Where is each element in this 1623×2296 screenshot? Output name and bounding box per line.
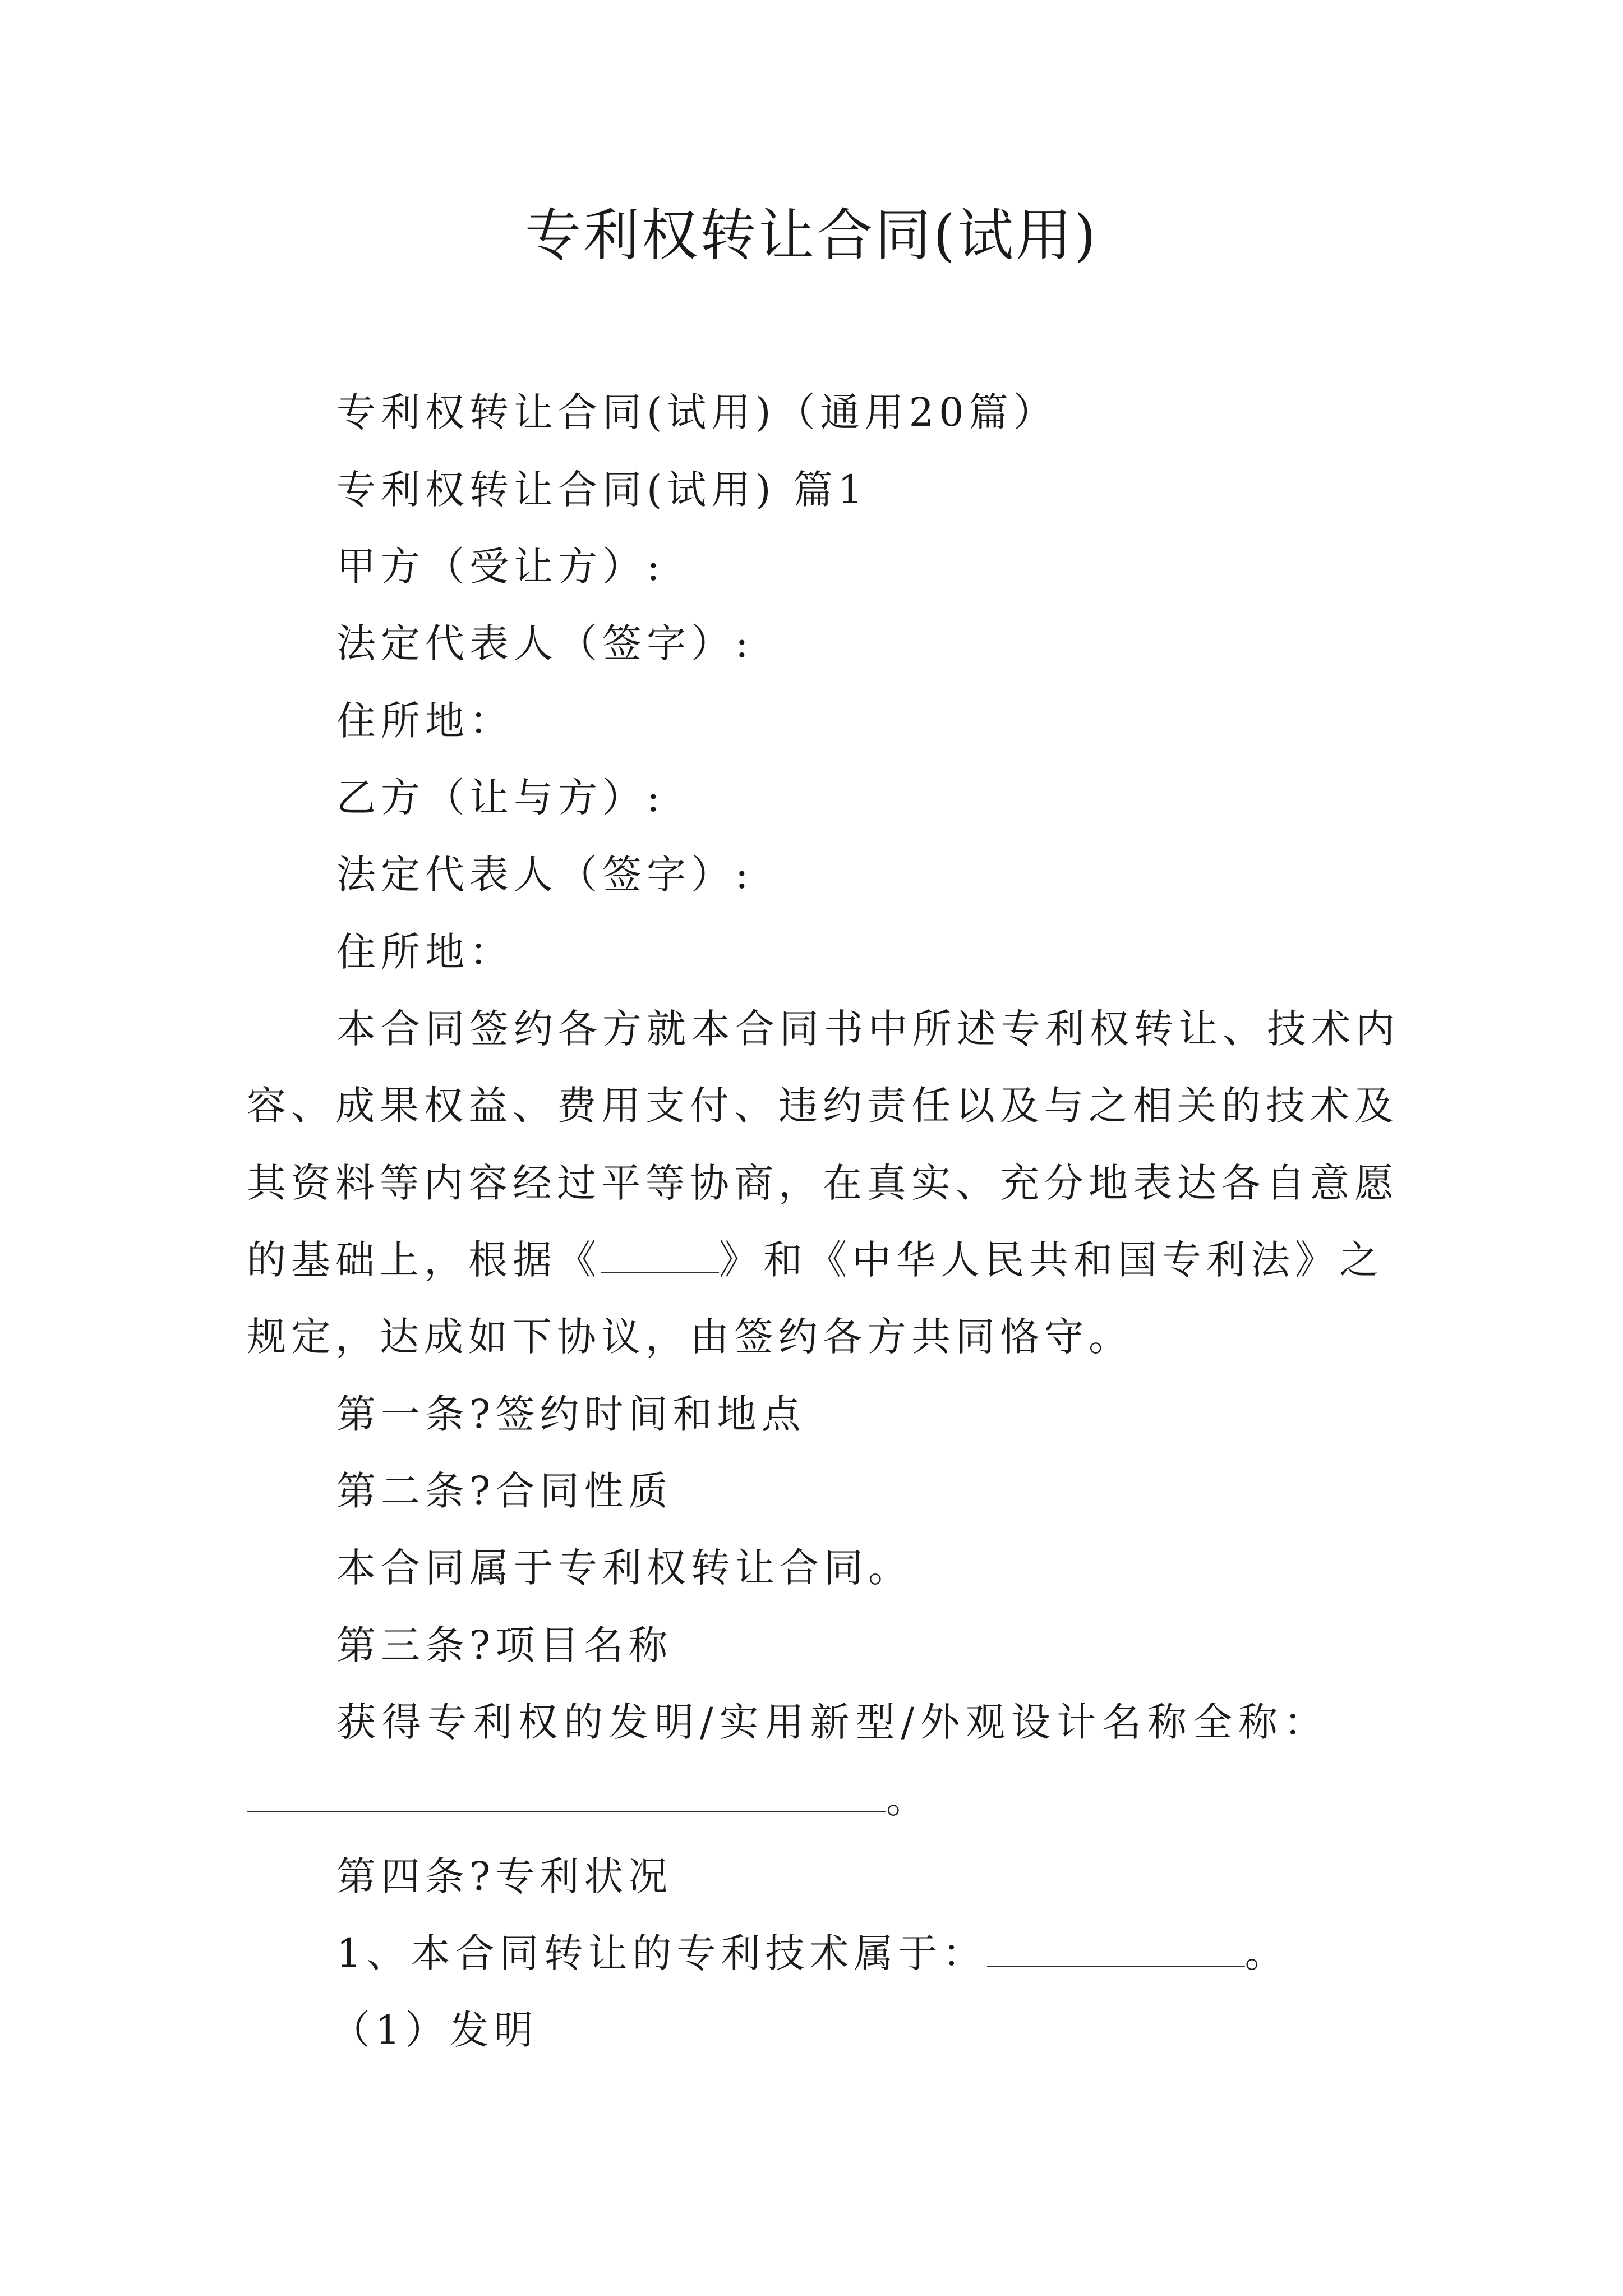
patent-name-blank[interactable] xyxy=(247,1800,886,1812)
party-b-representative-label: 法定代表人（签字）: xyxy=(336,852,754,898)
article-4-item-1-period: 。 xyxy=(1244,1930,1289,1976)
article-1-heading: 第一条?签约时间和地点 xyxy=(336,1391,806,1437)
article-4-option-1: （1）发明 xyxy=(331,2007,538,2053)
preamble-line-5: 规定，达成如下协议，由签约各方共同恪守。 xyxy=(247,1314,1133,1360)
article-3-heading: 第三条?项目名称 xyxy=(336,1622,673,1668)
preamble-line-4-end: 》和《中华人民共和国专利法》之 xyxy=(719,1237,1384,1283)
preamble-line-2: 容、成果权益、费用支付、违约责任以及与之相关的技术及 xyxy=(247,1083,1399,1129)
article-2-body: 本合同属于专利权转让合同。 xyxy=(336,1545,912,1591)
party-b-label: 乙方（让与方）: xyxy=(336,775,665,821)
party-a-address-label: 住所地： xyxy=(336,698,514,744)
article-3-period: 。 xyxy=(886,1776,930,1822)
party-a-label: 甲方（受让方）: xyxy=(336,544,665,590)
article-3-fill-line xyxy=(247,1774,930,1824)
preamble-line-1: 本合同签约各方就本合同书中所述专利权转让、技术内 xyxy=(336,1006,1400,1052)
patent-type-blank[interactable] xyxy=(987,1954,1245,1967)
article-4-item-1 xyxy=(336,1928,1289,1978)
article-4-heading: 第四条?专利状况 xyxy=(336,1853,673,1899)
document-subtitle: 专利权转让合同(试用)（通用20篇） xyxy=(336,389,1058,435)
article-3-body: 获得专利权的发明/实用新型/外观设计名称全称： xyxy=(336,1699,1330,1745)
article-4-item-1-text: 1、本合同转让的专利技术属于： xyxy=(336,1930,987,1976)
law-name-blank[interactable] xyxy=(601,1261,719,1273)
party-a-representative-label: 法定代表人（签字）: xyxy=(336,620,754,666)
preamble-line-3: 其资料等内容经过平等协商，在真实、充分地表达各自意愿 xyxy=(247,1160,1399,1206)
chapter-heading: 专利权转让合同(试用) 篇1 xyxy=(336,467,868,513)
preamble-line-4 xyxy=(247,1235,1384,1285)
preamble-line-4-start: 的基础上，根据《 xyxy=(247,1237,601,1283)
document-title: 专利权转让合同(试用) xyxy=(524,203,1099,268)
party-b-address-label: 住所地： xyxy=(336,929,514,975)
article-2-heading: 第二条?合同性质 xyxy=(336,1468,673,1514)
